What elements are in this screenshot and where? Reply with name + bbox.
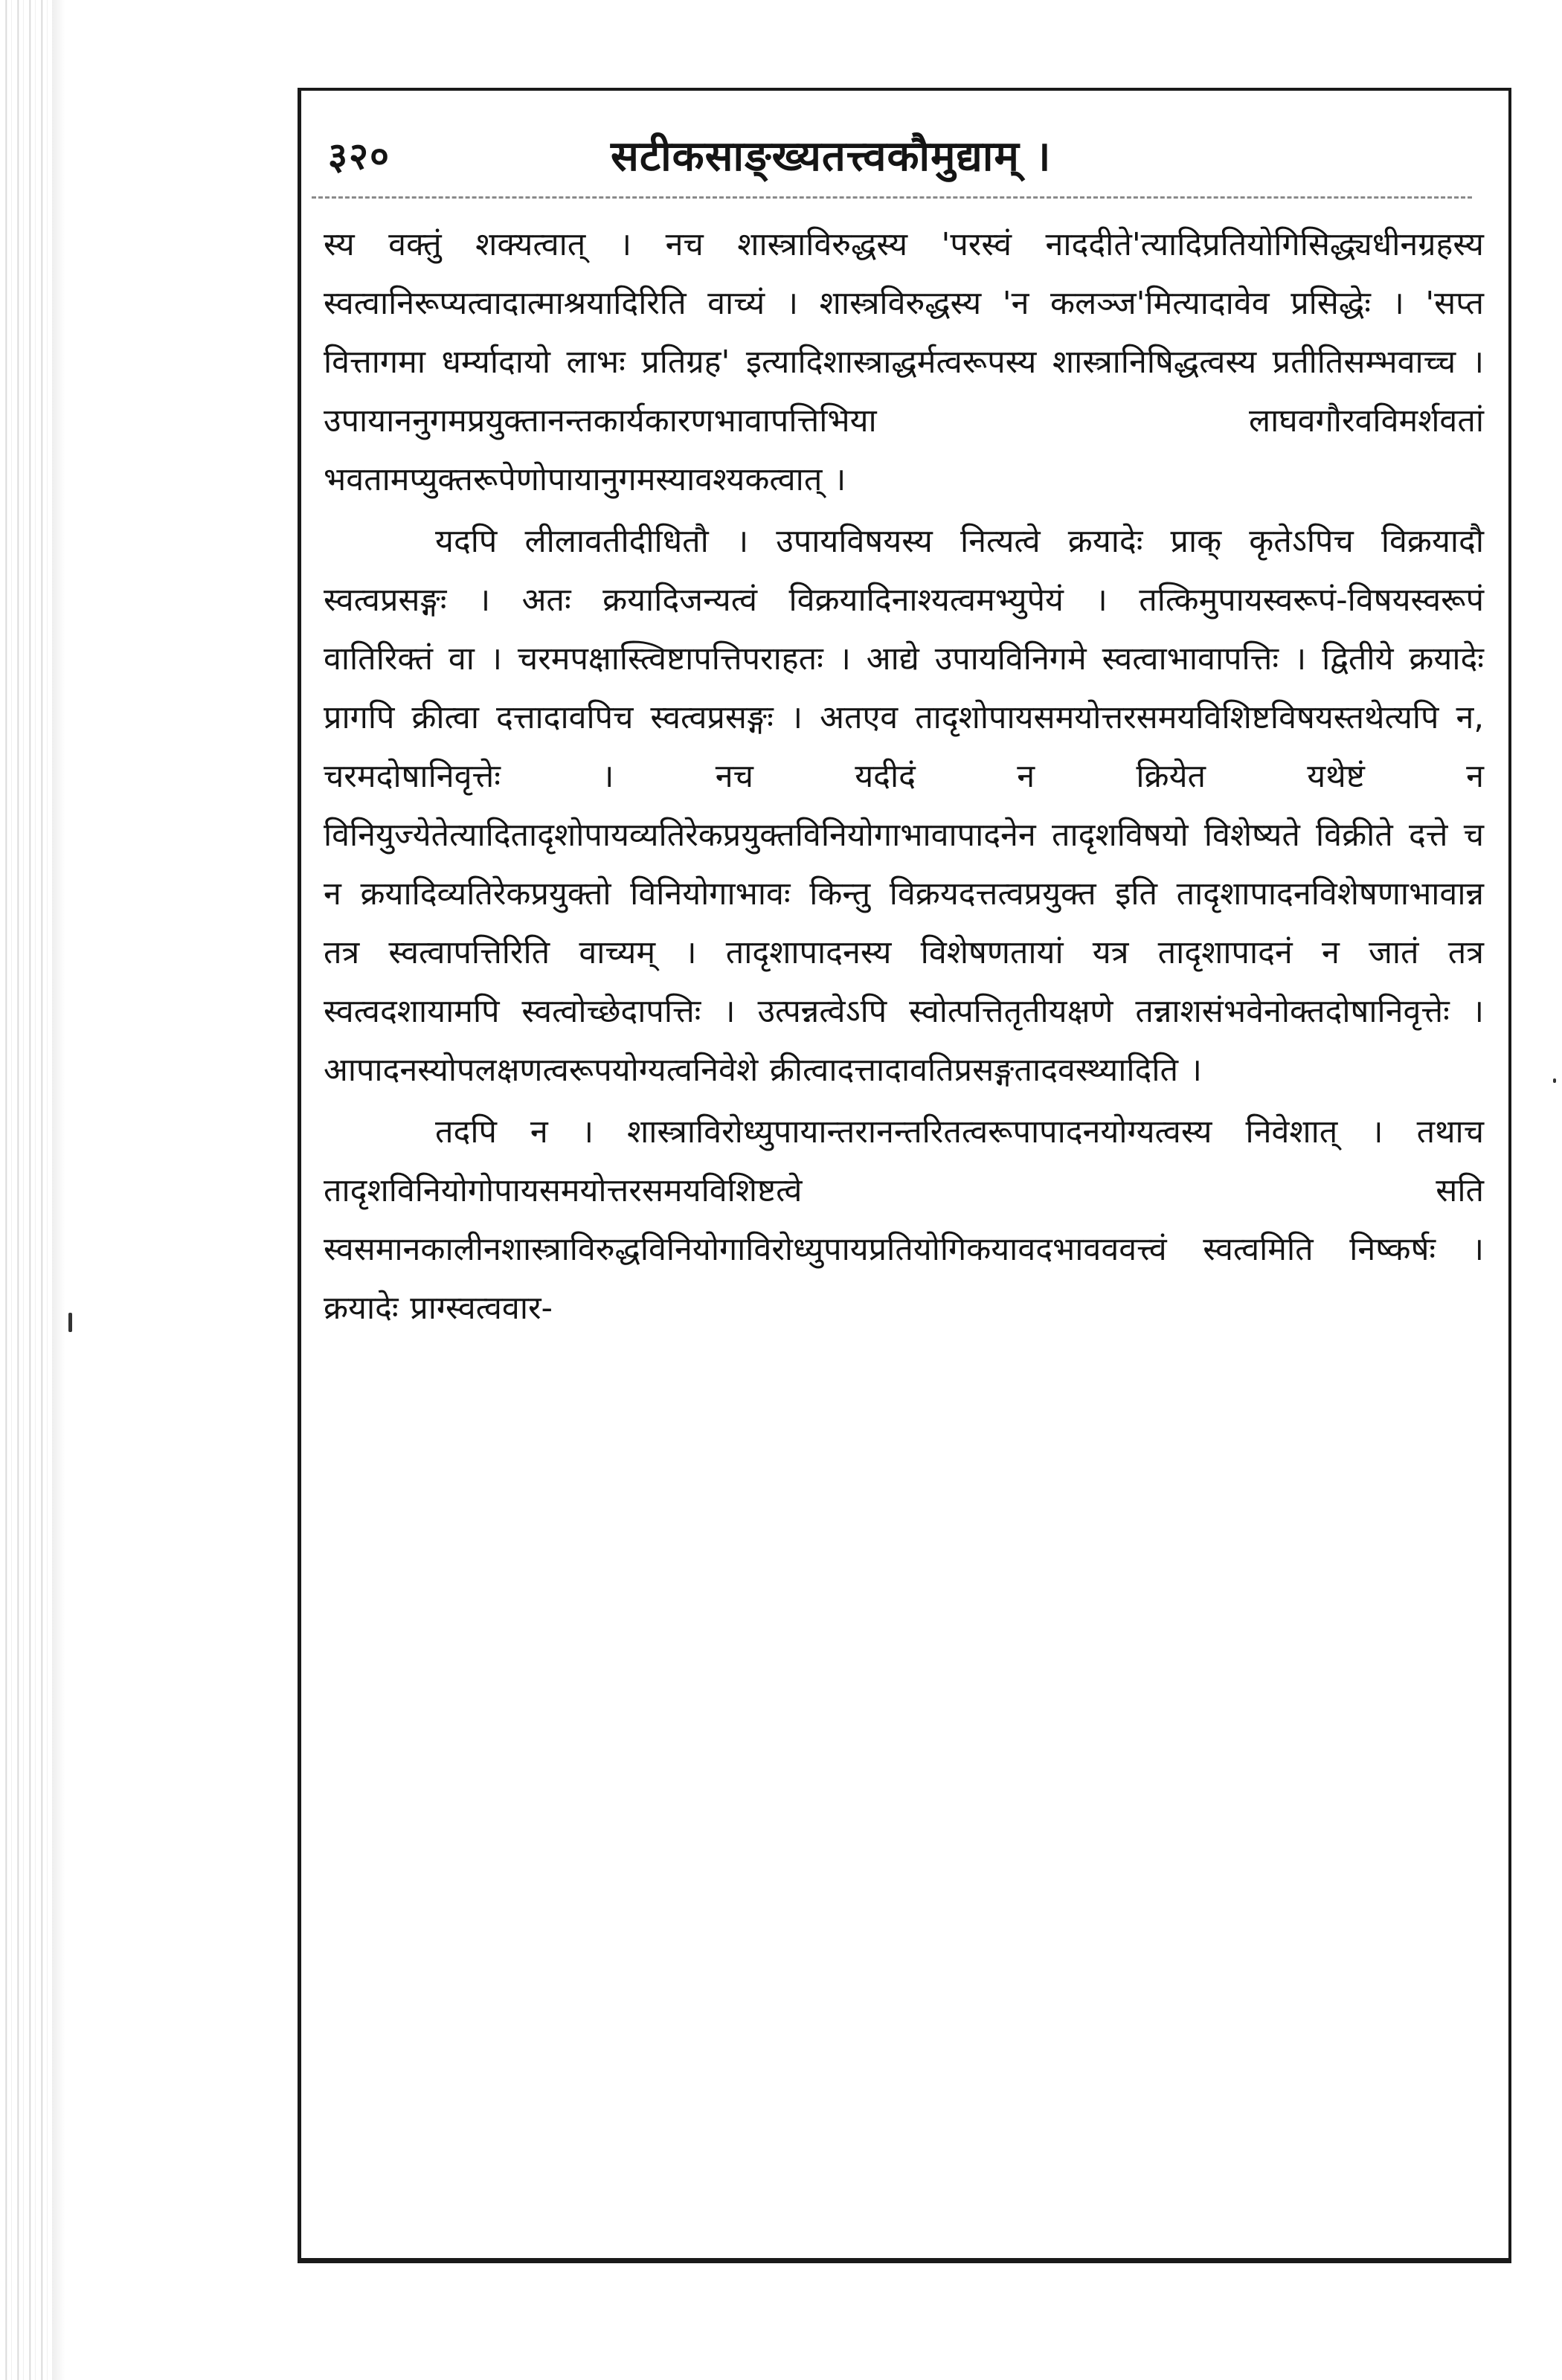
paragraph: स्य वक्तुं शक्यत्वात् । नच शास्त्राविरुद्धस्य 'परस्वं नाददीते'त्यादिप्रतियोगिसिद्ध्यधीनग्रहस्य स्वत्वानिरूप्यत्वादात्माश्रयादिरिति वाच्यं । शास्त्रविरुद्धस्य 'न कलञ्ज'मित्यादावेव प्रसिद्धेः । 'सप्त वित्तागमा धर्म्यादायो लाभः प्रतिग्रह' इत्यादिशास्त्राद्धर्मत्वरूपस्य शास्त्रानिषिद्धत्वस्य प्रतीतिसम्भवाच्च । उपायाननुगमप्रयुक्तानन्तकार्यकारणभावापत्तिभिया लाघवगौरवविमर्शवतां भवतामप्युक्तरूपेणोपायानुगमस्यावश्यकत्वात् । [324, 226, 1484, 498]
page-number: ३२० [328, 134, 390, 178]
header-rule [312, 196, 1472, 199]
page-header [328, 120, 1473, 195]
running-title: सटीकसाङ्ख्यतत्त्वकौमुद्याम् । [611, 132, 1052, 181]
page-frame [298, 88, 1511, 2263]
body-text [324, 216, 1484, 1338]
stray-mark [1553, 1078, 1556, 1083]
binding-shadow [52, 0, 65, 2380]
paragraph: यदपि लीलावतीदीधितौ । उपायविषयस्य नित्यत्वे क्रयादेः प्राक् कृतेऽपिच विक्रयादौ स्वत्वप्रसङ्गः । अतः क्रयादिजन्यत्वं विक्रयादिनाश्यत्वमभ्युपेयं । तत्किमुपायस्वरूपं-विषयस्वरूपं वातिरिक्तं वा । चरमपक्षास्त्विष्टापत्तिपराहतः । आद्ये उपायविनिगमे स्वत्वाभावापत्तिः । द्वितीये क्रयादेः प्रागपि क्रीत्वा दत्तादावपिच स्वत्वप्रसङ्गः । अतएव तादृशोपायसमयोत्तरसमयविशिष्टविषयस्तथेत्यपि न, चरमदोषानिवृत्तेः । नच यदीदं न क्रियेत यथेष्टं न विनियुज्येतेत्यादितादृशोपायव्यतिरेकप्रयुक्तविनियोगाभावापादनेन तादृशविषयो विशेष्यते विक्रीते दत्ते च न क्रयादिव्यतिरेकप्रयुक्तो विनियोगाभावः किन्तु विक्रयदत्तत्वप्रयुक्त इति तादृशापादनविशेषणाभावान्न तत्र स्वत्वापत्तिरिति वाच्यम् । तादृशापादनस्य विशेषणतायां यत्र तादृशापादनं न जातं तत्र स्वत्वदशायामपि स्वत्वोच्छेदापत्तिः । उत्पन्नत्वेऽपि स्वोत्पत्तितृतीयक्षणे तन्नाशसंभवेनोक्तदोषानिवृत्तेः । आपादनस्योपलक्षणत्वरूपयोग्यत्वनिवेशे क्रीत्वादत्तादावतिप्रसङ्गतादवस्थ्यादिति । [324, 523, 1484, 1089]
binding-gutter [0, 0, 52, 2380]
stray-mark [68, 1313, 72, 1332]
paragraph: तदपि न । शास्त्राविरोध्युपायान्तरानन्तरितत्वरूपापादनयोग्यत्वस्य निवेशात् । तथाच तादृशविनियोगोपायसमयोत्तरसमयविशिष्टत्वे सति स्वसमानकालीनशास्त्राविरुद्धविनियोगाविरोध्युपायप्रतियोगिकयावदभावववत्त्वं स्वत्वमिति निष्कर्षः । क्रयादेः प्राग्स्वत्ववार- [324, 1113, 1484, 1327]
